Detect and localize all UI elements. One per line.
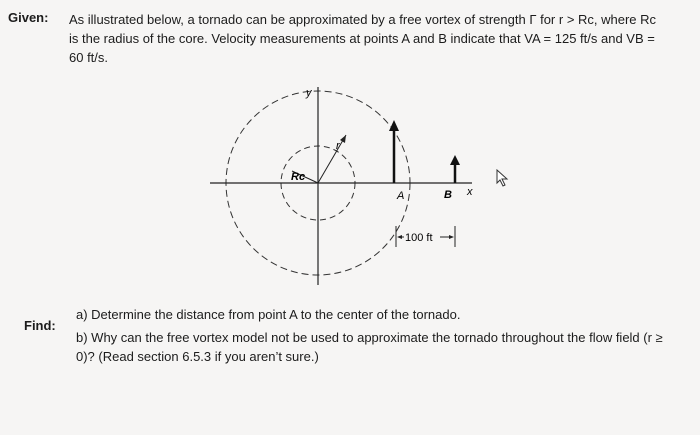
r-radius-arrow [318,135,346,183]
find-part-b: b) Why can the free vortex model not be used to approximate the tornado throughout the flow field (r ≥ 0)? (Read section 6.5.3 if you aren’t sure.) [76,330,663,364]
given-label: Given: [8,10,49,25]
core-radius-label: Rc [291,171,306,183]
given-text: As illustrated below, a tornado can be approximated by a free vortex of strength Γ for r > Rc, where Rc is the radius of the core. Velocity measurements at points A and B indicate that VA = 125 ft/s and VB = 60 ft/s. [69,12,657,65]
distance-label: 100 ft [405,232,433,244]
find-part-a: a) Determine the distance from point A to the center of the tornado. [76,307,461,322]
velocity-arrowhead-a [389,120,399,131]
r-arrowhead [340,135,346,143]
point-b-label: B [444,189,452,201]
find-label: Find: [24,318,56,333]
r-label: r [336,140,340,152]
y-axis-label: y [306,87,312,99]
point-a-label: A [397,190,405,202]
dim-arrowhead-left [397,235,402,239]
x-axis-label: x [467,186,473,198]
mouse-pointer-icon [496,169,510,187]
velocity-arrowhead-b [450,155,460,165]
dim-arrowhead-right [449,235,454,239]
